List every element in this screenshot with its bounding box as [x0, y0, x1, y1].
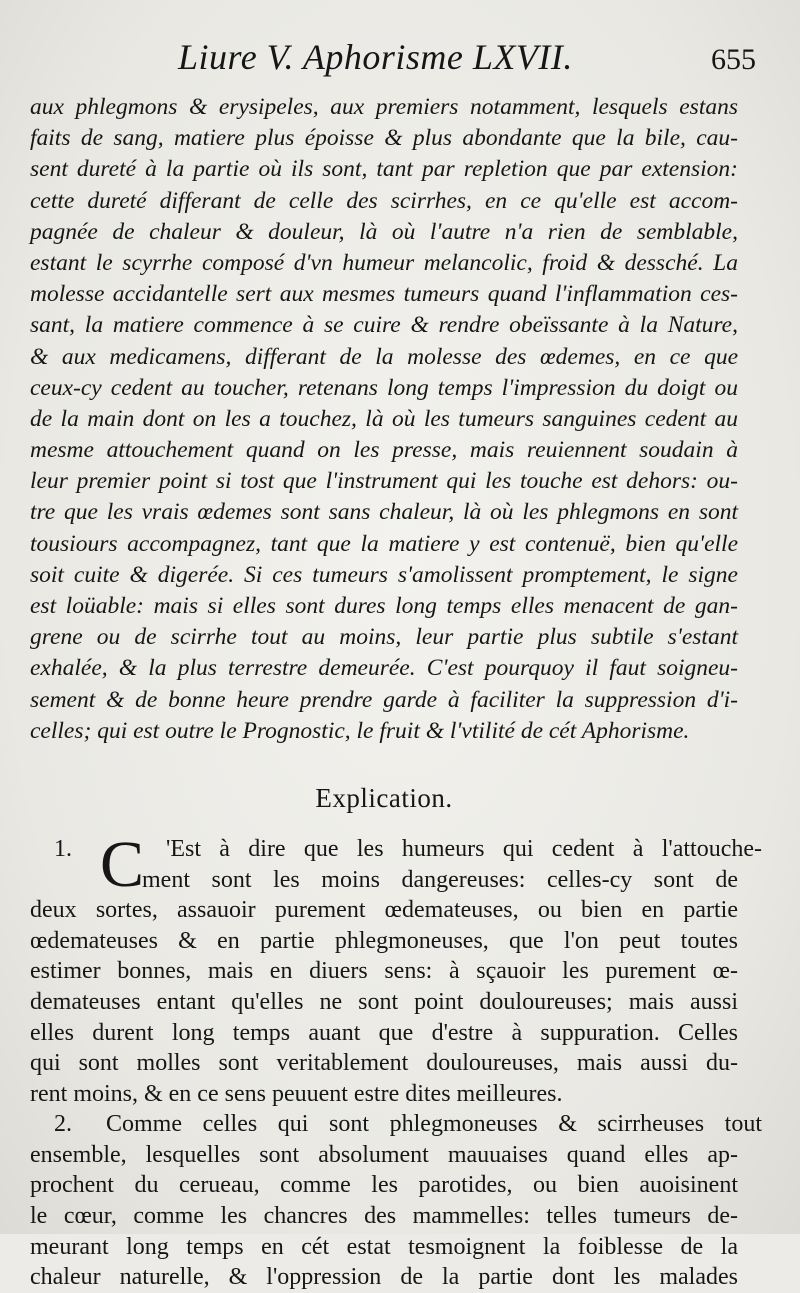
text-line: grene ou de scirrhe tout au moins, leur partie plus subtile s'estant — [30, 624, 738, 651]
text-line: elles durent long temps auant que d'estre à suppuration. Celles — [30, 1019, 738, 1046]
text-line: est loüable: mais si elles sont dures long temps elles menacent de gan- — [30, 593, 738, 619]
page-number: 655 — [711, 43, 756, 76]
text-line: sant, la matiere commence à se cuire & rendre obeïssante à la Nature, — [30, 312, 738, 339]
text-line: & aux medicamens, differant de la molesse des œdemes, en ce que — [30, 343, 738, 370]
text-line: œdemateuses & en partie phlegmoneuses, que l'on peut toutes — [30, 927, 738, 954]
section-heading: Explication. — [315, 782, 453, 813]
text-line-content: Comme celles qui sont phlegmoneuses & scirrheuses tout — [106, 1111, 762, 1138]
text-line: le cœur, comme les chancres des mammelles: telles tumeurs de- — [30, 1203, 738, 1230]
text-line: ceux-cy cedent au toucher, retenans long temps l'impression du doigt ou — [30, 374, 738, 401]
commentary-text — [30, 92, 738, 747]
text-line: deux sortes, assauoir purement œdemateuses, ou bien en partie — [30, 897, 738, 924]
text-line: faits de sang, matiere plus époisse & plus abondante que la bile, cau- — [30, 125, 738, 152]
text-line: estant le scyrrhe composé d'vn humeur melancolic, froid & dessché. La — [30, 249, 738, 276]
text-line: exhalée, & la plus terrestre demeurée. C'est pourquoy il faut soigneu- — [30, 655, 738, 682]
text-line: rent moins, & en ce sens peuuent estre dites meilleures. — [30, 1080, 563, 1107]
text-line: estimer bonnes, mais en diuers sens: à sçauoir les purement œ- — [30, 958, 738, 985]
text-line: chaleur naturelle, & l'oppression de la partie dont les malades — [30, 1264, 738, 1291]
text-line: sent dureté à la partie où ils sont, tant par repletion que par extension: — [30, 156, 738, 183]
text-line: leur premier point si tost que l'instrument qui les touche est dehors: ou- — [30, 468, 738, 495]
running-title: Liure V. Aphorisme LXVII. — [178, 37, 573, 77]
page-header — [30, 36, 756, 92]
paragraph-number: 1. — [54, 835, 72, 862]
text-line: ensemble, lesquelles sont absolument mauuaises quand elles ap- — [30, 1141, 738, 1168]
text-line: tousiours accompagnez, tant que la matiere y est contenuë, bien qu'elle — [30, 530, 738, 557]
text-line: sement & de bonne heure prendre garde à faciliter la suppression d'i- — [30, 686, 738, 713]
text-line: pagnée de chaleur & douleur, là où l'autre n'a rien de semblable, — [30, 218, 738, 245]
text-line: ment sont les moins dangereuses: celles-cy sont de — [142, 866, 738, 893]
text-line: molesse accidantelle sert aux mesmes tumeurs quand l'inflammation ces- — [30, 281, 738, 308]
text-line: tre que les vrais œdemes sont sans chaleur, là où les phlegmons en sont — [30, 499, 738, 526]
paragraph-2 — [30, 1109, 762, 1140]
text-line: demateuses entant qu'elles ne sont point douloureuses; mais aussi — [30, 988, 738, 1015]
text-line: mesme attouchement quand on les presse, mais reuiennent soudain à — [30, 437, 738, 464]
text-line: celles; qui est outre le Prognostic, le fruit & l'vtilité de cét Aphorisme. — [30, 717, 690, 744]
text-line: soit cuite & digerée. Si ces tumeurs s'amolissent promptement, le signe — [30, 561, 738, 588]
text-line: cette dureté differant de celle des scirrhes, en ce qu'elle est accom- — [30, 187, 738, 214]
text-line: aux phlegmons & erysipeles, aux premiers notamment, lesquels estans — [30, 94, 738, 120]
text-line: prochent du cerueau, comme les parotides, ou bien auoisinent — [30, 1172, 738, 1199]
text-line: de la main dont on les a touchez, là où les tumeurs sanguines cedent au — [30, 405, 738, 432]
text-line: qui sont molles sont veritablement douloureuses, mais aussi du- — [30, 1050, 738, 1077]
text-line-content: 'Est à dire que les humeurs qui cedent à l'attouche- — [166, 835, 762, 862]
explication-text — [30, 827, 762, 1293]
text-line: meurant long temps en cét estat tesmoignent la foiblesse de la — [30, 1233, 738, 1260]
paragraph-1 — [30, 827, 762, 901]
paragraph-number: 2. — [54, 1111, 72, 1138]
drop-cap: C — [100, 827, 145, 901]
